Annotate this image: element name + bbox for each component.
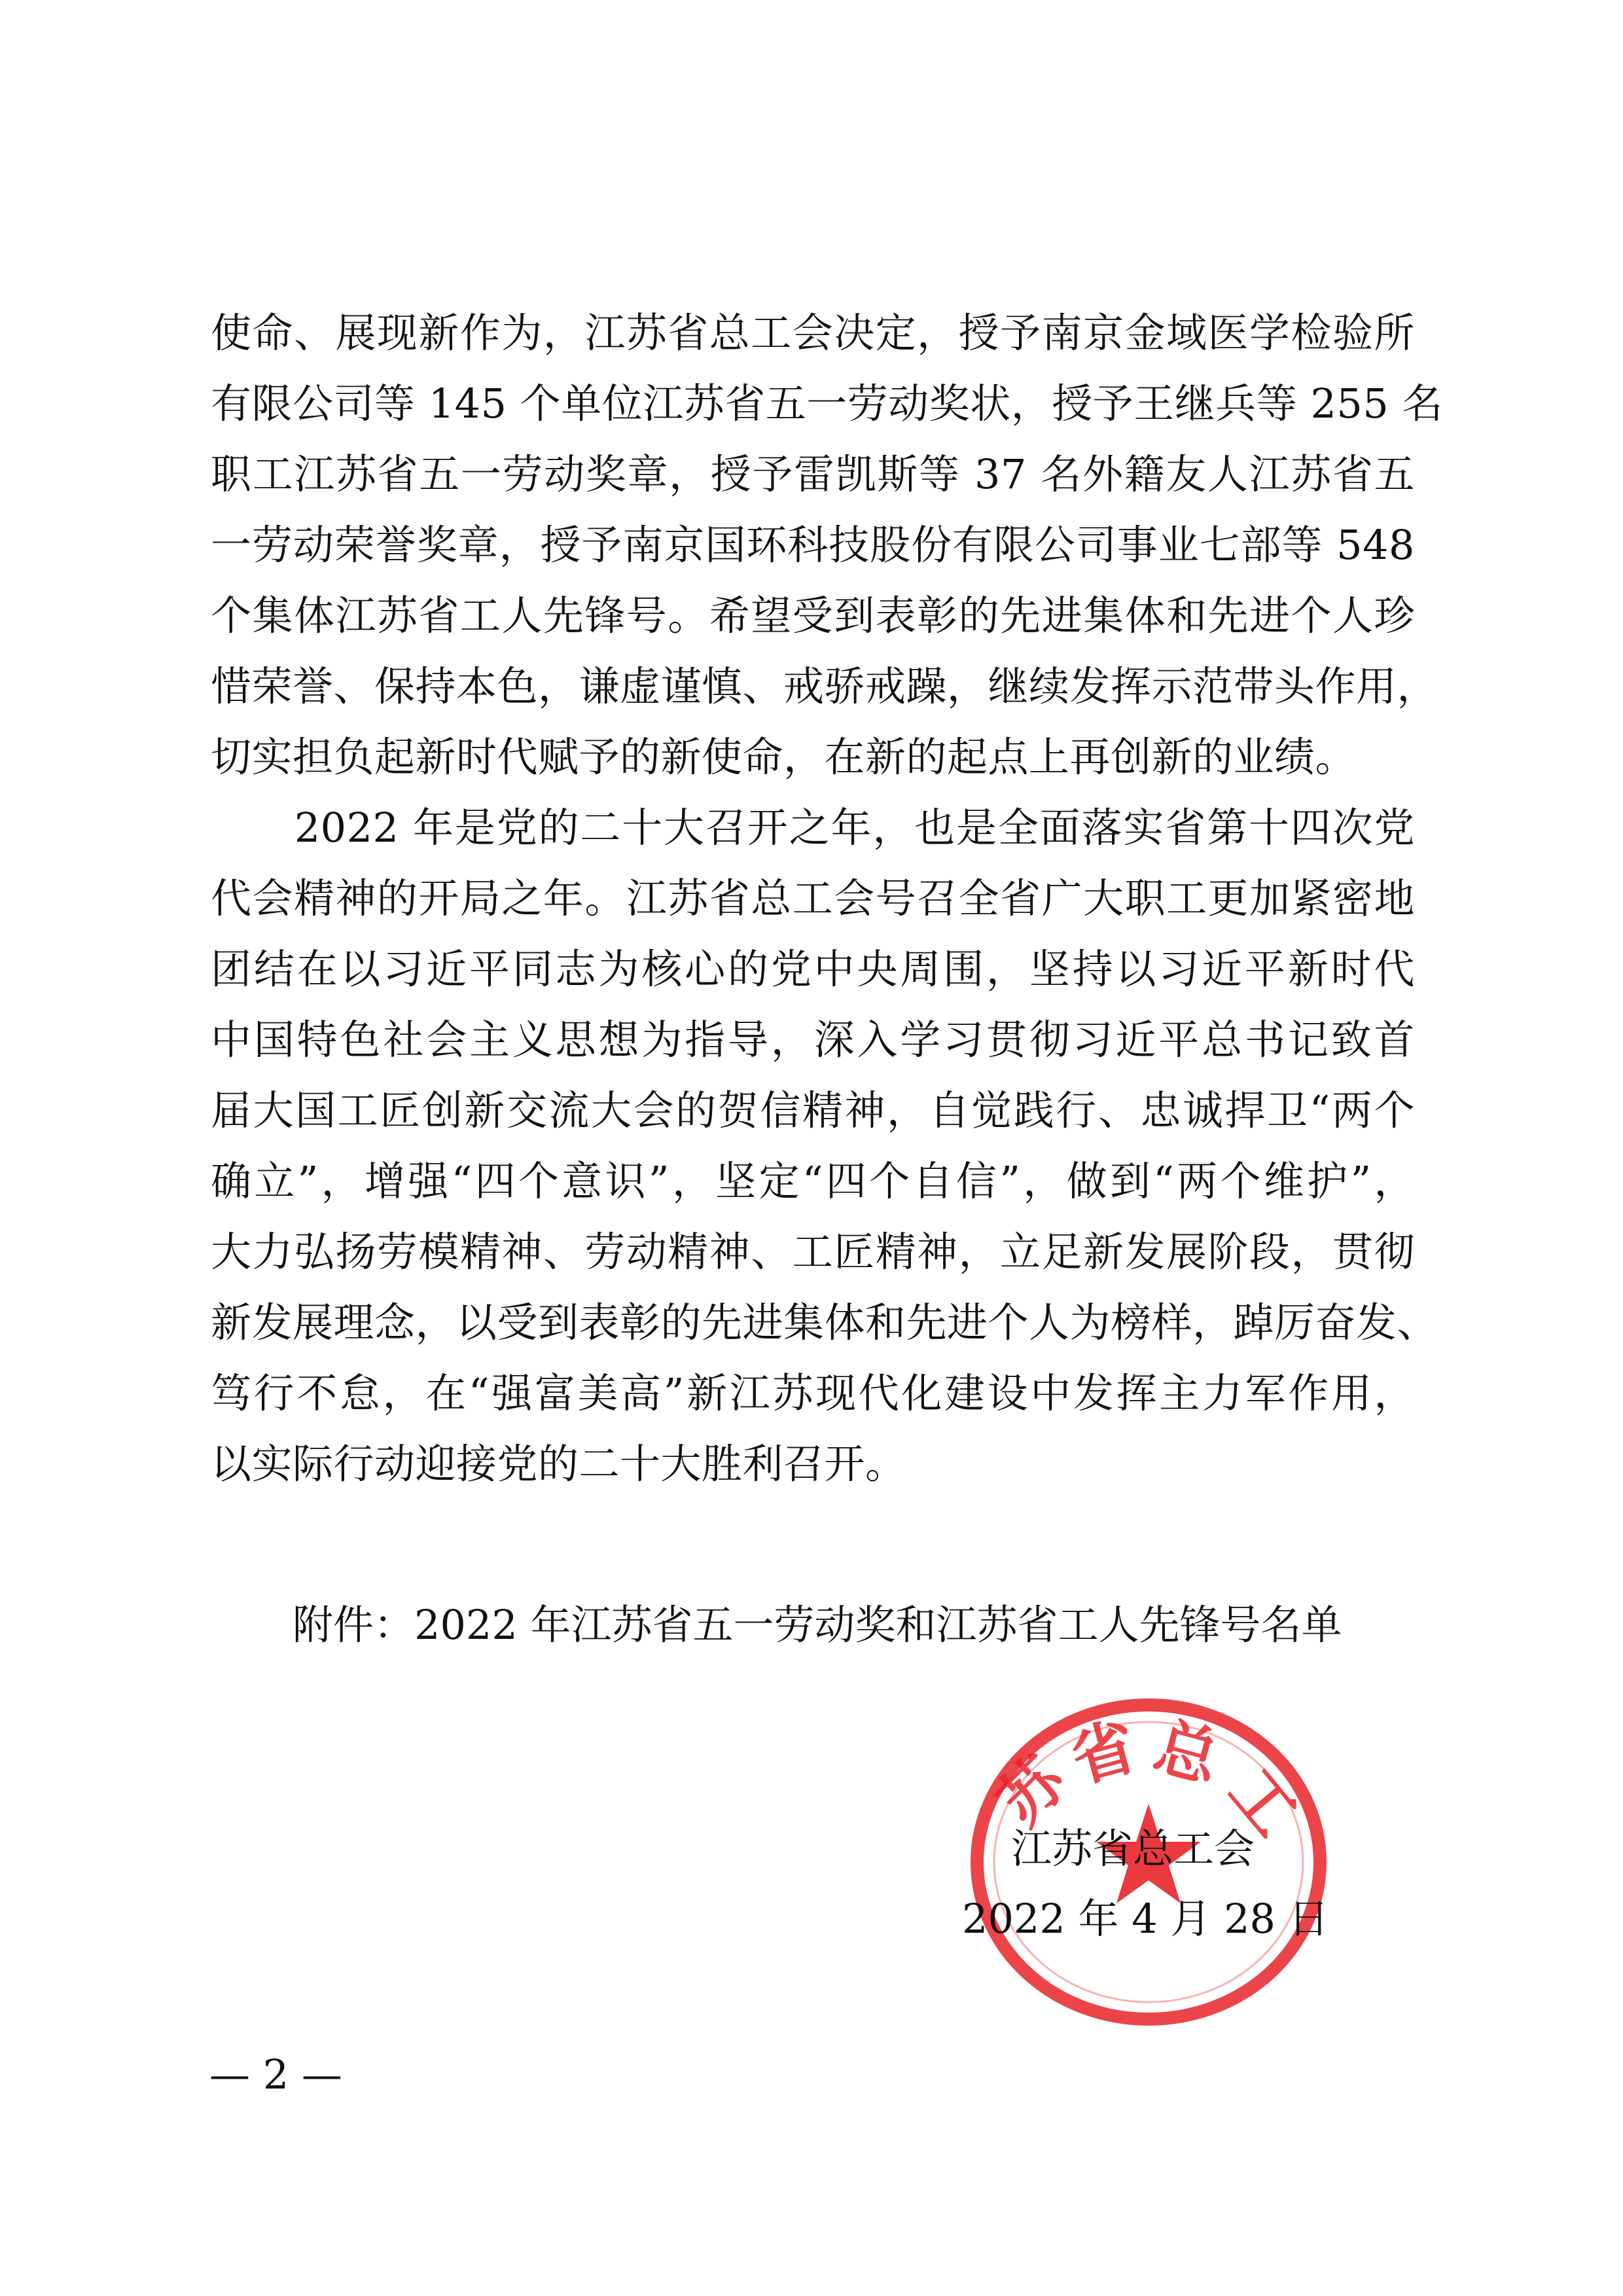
body-line: 以实际行动迎接党的二十大胜利召开。 [211,1440,906,1488]
svg-text:总: 总 [1147,1708,1227,1797]
body-line: 确立”，增强“四个意识”，坚定“四个自信”，做到“两个维护”， [211,1157,1415,1205]
document-date: 2022 年 4 月 28 日 [962,1895,1329,1943]
svg-text:工: 工 [1215,1754,1312,1850]
body-line: 个集体江苏省工人先锋号。希望受到表彰的先进集体和先进个人珍 [211,592,1415,639]
body-line: 职工江苏省五一劳动奖章，授予雷凯斯等 37 名外籍友人江苏省五 [211,450,1415,498]
body-line: 代会精神的开局之年。江苏省总工会号召全省广大职工更加紧密地 [211,874,1415,922]
body-line: 切实担负起新时代赋予的新使命，在新的起点上再创新的业绩。 [211,733,1357,781]
body-line: 2022 年是党的二十大召开之年，也是全面落实省第十四次党 [211,804,1415,852]
signer-organization: 江苏省总工会 [1011,1825,1255,1873]
attachment-note: 附件：2022 年江苏省五一劳动奖和江苏省工人先锋号名单 [293,1601,1342,1649]
page-number: — 2 — [209,2051,342,2098]
svg-text:苏: 苏 [983,1742,1080,1840]
body-line: 有限公司等 145 个单位江苏省五一劳动奖状，授予王继兵等 255 名 [211,380,1444,427]
body-line: 使命、展现新作为，江苏省总工会决定，授予南京金域医学检验所 [211,309,1415,357]
body-line: 新发展理念，以受到表彰的先进集体和先进个人为榜样，踔厉奋发、 [211,1299,1438,1346]
body-line: 惜荣誉、保持本色，谦虚谨慎、戒骄戒躁，继续发挥示范带头作用， [211,662,1438,710]
svg-text:省: 省 [1063,1708,1144,1797]
body-line: 大力弘扬劳模精神、劳动精神、工匠精神，立足新发展阶段，贯彻 [211,1228,1415,1276]
body-line: 一劳动荣誉奖章，授予南京国环科技股份有限公司事业七部等 548 [211,521,1415,569]
body-line: 笃行不怠，在“强富美高”新江苏现代化建设中发挥主力军作用， [211,1369,1415,1417]
body-line: 中国特色社会主义思想为指导，深入学习贯彻习近平总书记致首 [211,1016,1415,1064]
body-line: 团结在以习近平同志为核心的党中央周围，坚持以习近平新时代 [211,945,1415,993]
body-line: 届大国工匠创新交流大会的贺信精神，自觉践行、忠诚捍卫“两个 [211,1086,1415,1134]
